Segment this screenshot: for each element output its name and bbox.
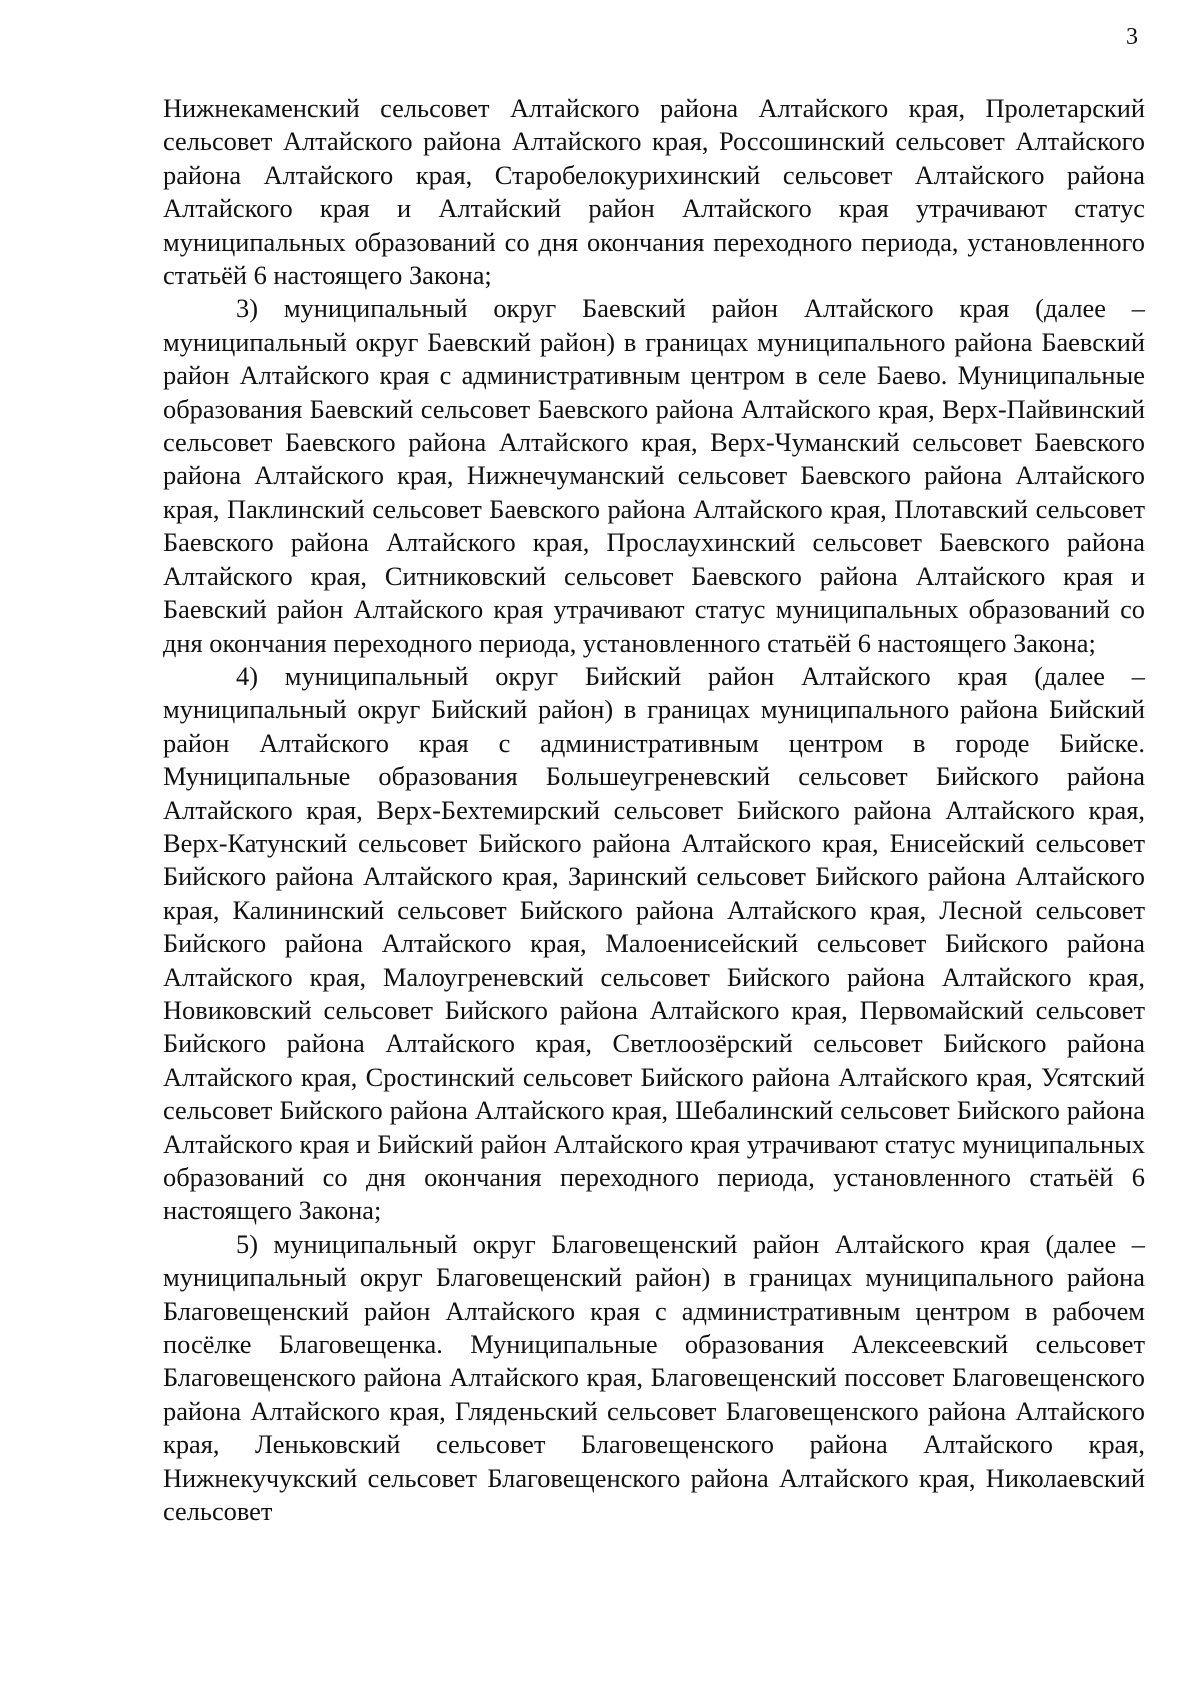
document-body (163, 92, 1145, 1528)
paragraph-continuation: Нижнекаменский сельсовет Алтайского района Алтайского края, Пролетарский сельсовет Алтайского района Алтайского края, Россошинский сельсовет Алтайского района Алтайского края, Старобелокурихинский сельсовет Алтайского района Алтайского края и Алтайский район Алтайского края утрачивают статус муниципальных образований со дня окончания переходного периода, установленного статьёй 6 настоящего Закона; (163, 93, 1145, 291)
paragraph-item-4: 4) муниципальный округ Бийский район Алтайского края (далее – муниципальный округ Бийский район) в границах муниципального района Бийский район Алтайского края с административным центром в городе Бийске. Муниципальные образования Большеугреневский сельсовет Бийского района Алтайского края, Верх-Бехтемирский сельсовет Бийского района Алтайского края, Верх-Катунский сельсовет Бийского района Алтайского края, Енисейский сельсовет Бийского района Алтайского края, Заринский сельсовет Бийского района Алтайского края, Калининский сельсовет Бийского района Алтайского края, Лесной сельсовет Бийского района Алтайского края, Малоенисейский сельсовет Бийского района Алтайского края, Малоугреневский сельсовет Бийского района Алтайского края, Новиковский сельсовет Бийского района Алтайского края, Первомайский сельсовет Бийского района Алтайского края, Светлоозёрский сельсовет Бийского района Алтайского края, Сростинский сельсовет Бийского района Алтайского края, Усятский сельсовет Бийского района Алтайского края, Шебалинский сельсовет Бийского района Алтайского края и Бийский район Алтайского края утрачивают статус муниципальных образований со дня окончания переходного периода, установленного статьёй 6 настоящего Закона; (163, 660, 1145, 1226)
paragraph-item-3: 3) муниципальный округ Баевский район Алтайского края (далее – муниципальный округ Баевский район) в границах муниципального района Баевский район Алтайского края с административным центром в селе Баево. Муниципальные образования Баевский сельсовет Баевского района Алтайского края, Верх-Пайвинский сельсовет Баевского района Алтайского края, Верх-Чуманский сельсовет Баевского района Алтайского края, Нижнечуманский сельсовет Баевского района Алтайского края, Паклинский сельсовет Баевского района Алтайского края, Плотавский сельсовет Баевского района Алтайского края, Прослаухинский сельсовет Баевского района Алтайского края, Ситниковский сельсовет Баевского района Алтайского края и Баевский район Алтайского края утрачивают статус муниципальных образований со дня окончания переходного периода, установленного статьёй 6 настоящего Закона; (163, 293, 1145, 658)
paragraph-item-5: 5) муниципальный округ Благовещенский район Алтайского края (далее – муниципальный округ Благовещенский район) в границах муниципального района Благовещенский район Алтайского края с административным центром в рабочем посёлке Благовещенка. Муниципальные образования Алексеевский сельсовет Благовещенского района Алтайского края, Благовещенский поссовет Благовещенского района Алтайского края, Гляденьский сельсовет Благовещенского района Алтайского края, Леньковский сельсовет Благовещенского района Алтайского края, Нижнекучукский сельсовет Благовещенского района Алтайского края, Николаевский сельсовет (163, 1228, 1145, 1527)
page-number: 3 (1126, 24, 1138, 50)
